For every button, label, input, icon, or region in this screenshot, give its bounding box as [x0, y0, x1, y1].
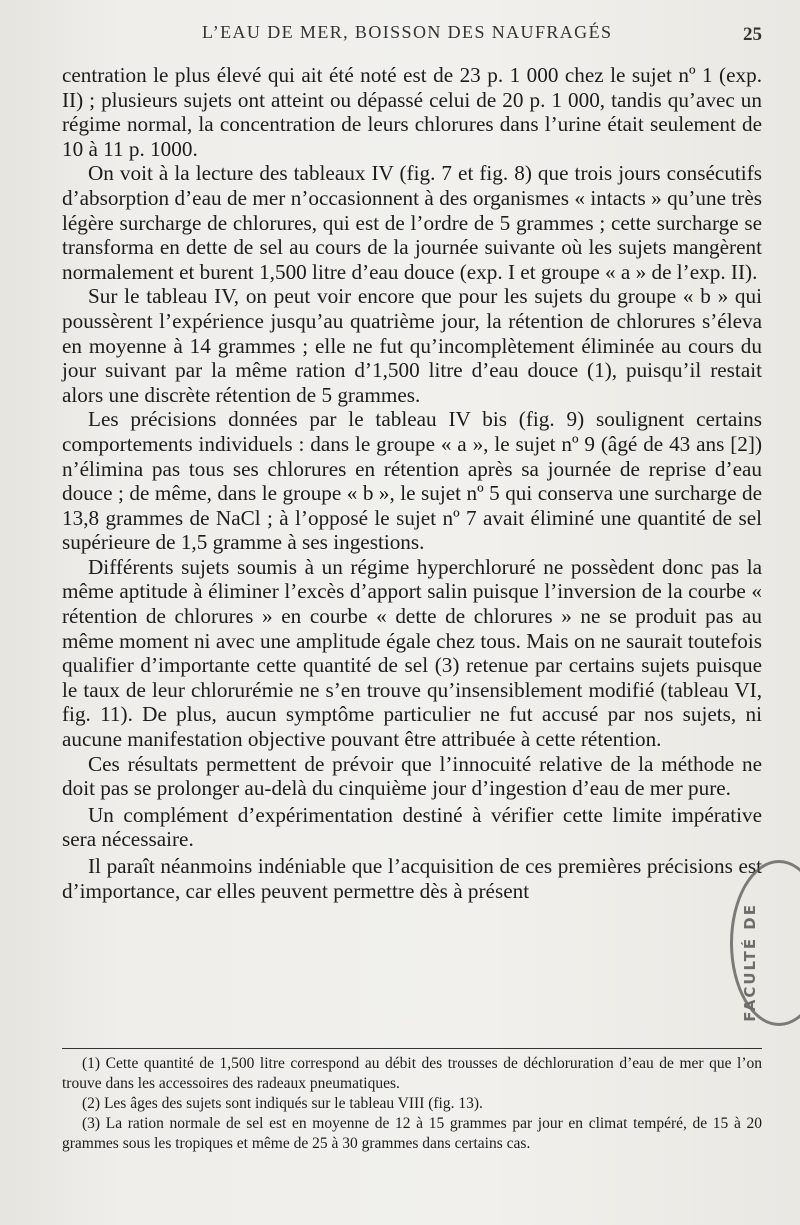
footnote-divider	[62, 1048, 762, 1049]
footnote-3: (3) La ration normale de sel est en moyenne de 12 à 15 grammes par jour en climat tempéré, de 15 à 20 grammes sous les tropiques et même de 25 à 30 grammes dans certains cas.	[62, 1115, 762, 1152]
footnote-2: (2) Les âges des sujets sont indiqués sur le tableau VIII (fig. 13).	[82, 1095, 483, 1112]
running-title: L’EAU DE MER, BOISSON DES NAUFRAGÉS	[202, 22, 613, 42]
paragraph-4: Les précisions données par le tableau IV bis (fig. 9) soulignent certains comportements individuels : dans le groupe « a », le sujet nº 9 (âgé de 43 ans [2]) n’élimina pas tous ses chlorures en rétention après sa journée de reprise d’eau douce ; de même, dans le groupe « b », le sujet nº 5 qui conserva une surcharge de 13,8 grammes de NaCl ; à l’opposé le sujet nº 7 avait éliminé une quantité de sel supérieure de 1,5 gramme à ses ingestions.	[62, 407, 762, 555]
paragraph-5: Différents sujets soumis à un régime hyperchloruré ne possèdent donc pas la même aptitude à éliminer l’excès d’apport salin puisque l’inversion de la courbe « rétention de chlorures » en courbe « dette de chlorures » ne se produit pas au même moment ni avec une amplitude égale chez tous. Mais on ne saurait toutefois qualifier d’importante cette quantité de sel (3) retenue par certains sujets puisque le taux de leur chlorurémie ne s’en trouve qu’insensiblement modifié (tableau VI, fig. 11). De plus, aucun symptôme particulier ne fut accusé par nos sujets, ni aucune manifestation objective pouvant être attribuée à cette rétention.	[62, 554, 762, 752]
main-text	[62, 63, 762, 903]
paragraph-1: centration le plus élevé qui ait été noté est de 23 p. 1 000 chez le sujet nº 1 (exp. II) ; plusieurs sujets ont atteint ou dépassé celui de 20 p. 1 000, tandis qu’avec un régime normal, la concentration de leurs chlorures dans l’urine était seulement de 10 à 11 p. 1000.	[62, 63, 762, 161]
page-number: 25	[743, 24, 762, 45]
paragraph-3: Sur le tableau IV, on peut voir encore que pour les sujets du groupe « b » qui poussèrent l’expérience jusqu’au quatrième jour, la rétention de chlorures s’éleva en moyenne à 14 grammes ; elle ne fut qu’incomplètement éliminée au cours du jour suivant par la même ration d’1,500 litre d’eau douce (1), puisqu’il restait alors une discrète rétention de 5 grammes.	[62, 284, 762, 407]
footnote-1: (1) Cette quantité de 1,500 litre correspond au débit des trousses de déchloruration d’eau de mer que l’on trouve dans les accessoires des radeaux pneumatiques.	[62, 1055, 762, 1092]
paragraph-6: Ces résultats permettent de prévoir que l’innocuité relative de la méthode ne doit pas se prolonger au-delà du cinquième jour d’ingestion d’eau de mer pure.	[62, 751, 762, 801]
footnotes	[62, 1054, 762, 1154]
stamp-text: FACULTÉ DE	[741, 903, 759, 1022]
paragraph-8: Il paraît néanmoins indéniable que l’acquisition de ces premières précisions est d’importance, car elles peuvent permettre dès à présent	[62, 854, 762, 903]
paragraph-2: On voit à la lecture des tableaux IV (fig. 7 et fig. 8) que trois jours consécutifs d’absorption d’eau de mer n’occasionnent à des organismes « intacts » qu’une très légère surcharge de chlorures, qui est de l’ordre de 5 grammes ; cette surcharge se transforma en dette de sel au cours de la journée suivante où les sujets mangèrent normalement et burent 1,500 litre d’eau douce (exp. I et groupe « a » de l’exp. II).	[62, 161, 762, 284]
paragraph-7: Un complément d’expérimentation destiné à vérifier cette limite impérative sera nécessaire.	[62, 802, 762, 852]
